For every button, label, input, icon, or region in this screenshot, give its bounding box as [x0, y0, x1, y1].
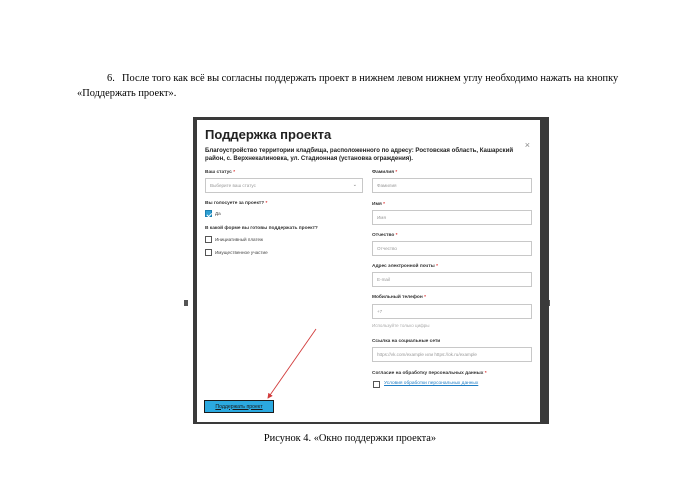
close-icon[interactable]: ×	[524, 140, 530, 150]
figure-caption: Рисунок 4. «Окно поддержки проекта»	[263, 433, 437, 444]
dialog-title: Поддержка проекта	[205, 127, 332, 142]
chevron-down-icon: ⌄	[352, 182, 357, 188]
phone-hint: Используйте только цифры	[372, 323, 430, 328]
firstname-label: Имя *	[372, 202, 386, 207]
vote-label: Вы голосуете за проект? *	[205, 201, 268, 206]
status-select[interactable]	[205, 178, 363, 193]
lastname-input[interactable]: Фамилия	[372, 178, 532, 193]
patronymic-label: Отчество *	[372, 233, 398, 238]
property-participation-checkbox[interactable]	[205, 249, 212, 256]
status-select-placeholder: Выберите ваш статус	[210, 183, 256, 188]
screenshot-edge-left	[184, 300, 188, 306]
email-label: Адрес электронной почты *	[372, 264, 438, 269]
consent-checkbox[interactable]	[373, 381, 380, 388]
property-participation-label: Имущественное участие	[215, 250, 268, 255]
status-label: Ваш статус *	[205, 170, 236, 175]
consent-label: Согласие на обработку персональных данных *	[372, 371, 487, 376]
patronymic-input[interactable]: Отчество	[372, 241, 532, 256]
support-project-button[interactable]: Поддержать проект	[204, 400, 274, 413]
social-label: Ссылка на социальные сети	[372, 339, 441, 344]
initiative-payment-checkbox[interactable]	[205, 236, 212, 243]
social-input[interactable]: https://vk.com/example или https://ok.ru/example	[372, 347, 532, 362]
vote-yes-checkbox[interactable]	[205, 210, 212, 217]
instruction-paragraph	[77, 71, 677, 101]
lastname-label: Фамилия *	[372, 170, 398, 175]
support-dialog	[197, 120, 540, 422]
phone-label: Мобильный телефон *	[372, 295, 426, 300]
initiative-payment-label: Инициативный платеж	[215, 237, 264, 242]
step-number: 6.	[107, 73, 115, 84]
support-form-label: В какой форме вы готовы поддержать проект?	[205, 226, 318, 231]
dialog-subtitle: Благоустройство территории кладбища, расположенного по адресу: Ростовская область, Кашарский район, с. Верхнекалиновка, ул. Стадионная (установка ограждения).	[205, 147, 514, 163]
phone-input[interactable]: +7	[372, 304, 532, 319]
firstname-input[interactable]: Имя	[372, 210, 532, 225]
email-input[interactable]: E-mail	[372, 272, 532, 287]
vote-yes-label: Да	[215, 211, 221, 216]
consent-terms-link[interactable]: Условия обработки персональных данных	[384, 381, 479, 386]
step-text: После того как всё вы согласны поддержать проект в нижнем левом нижнем углу необходимо нажать на кнопку «Поддержать проект».	[77, 73, 619, 99]
